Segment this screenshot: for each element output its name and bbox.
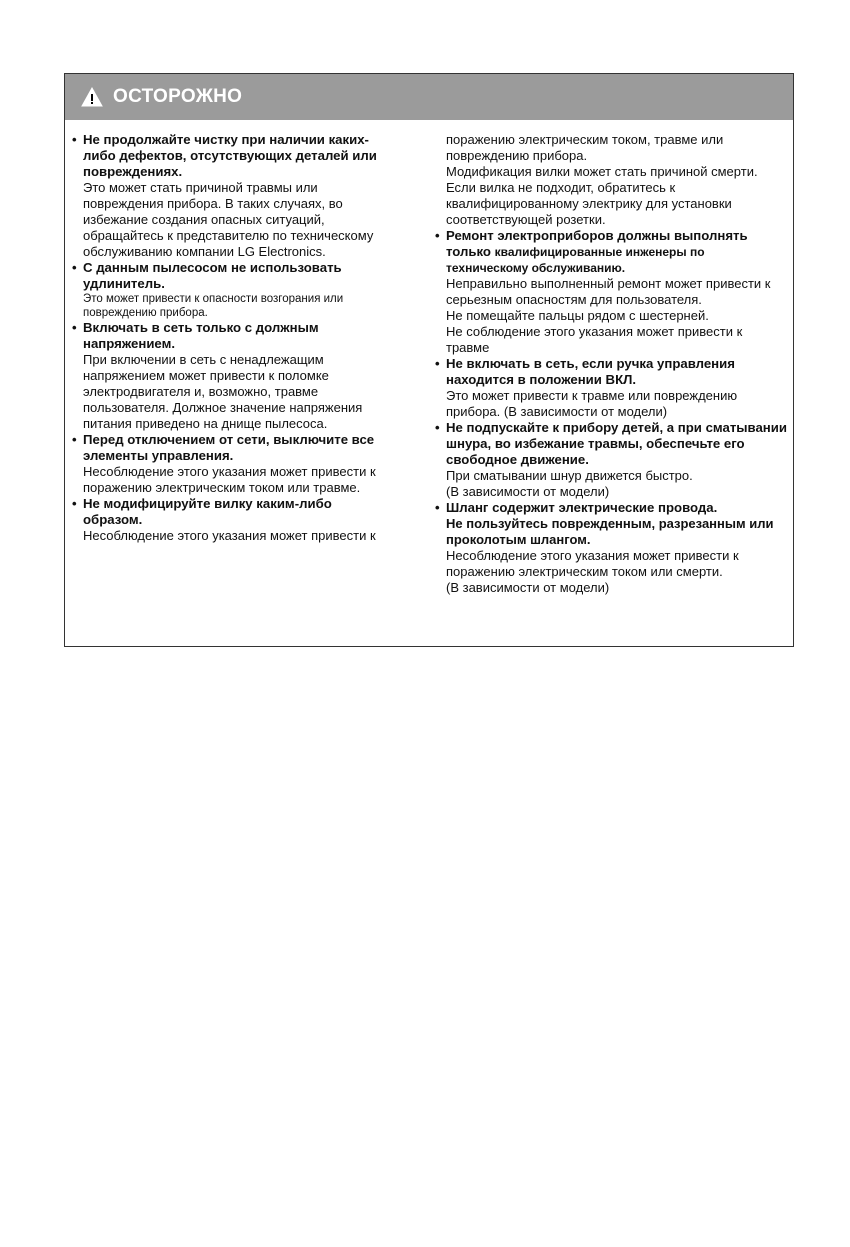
model-note: (В зависимости от модели) (446, 484, 610, 499)
item-body: При сматывании шнур движется быстро. (446, 468, 693, 483)
caution-box (64, 73, 794, 647)
caution-title: ОСТОРОЖНО (113, 86, 243, 107)
caution-item-hose: • Шланг содержит электрические провода. Не пользуйтесь поврежденным, разрезанным или проколотым шлангом. Несоблюдение этого указания может привести к поражению электрическим током или смерти. (В зависимости от модели) (435, 500, 787, 596)
caution-item-controls: • Перед отключением от сети, выключите все элементы управления. Несоблюдение этого указания может привести к поражению электрическим током или травме. (72, 432, 392, 496)
caution-item-extension: • С данным пылесосом не использовать удлинитель. Это может привести к опасности возгорания или повреждению прибора. (72, 260, 392, 320)
item-body: При включении в сеть с ненадлежащим напряжением может привести к поломке электродвигателя и, возможно, травме пользователя. Должное значение напряжения питания приведено на днище пылесоса. (83, 352, 363, 431)
item-body: Если вилка не подходит, обратитесь к квалифицированному электрику для установки соответствующей розетки. (446, 180, 732, 227)
caution-item-voltage: • Включать в сеть только с должным напряжением. При включении в сеть с ненадлежащим напряжением может привести к поломке электродвигателя и, возможно, травме пользователя. Должное значение напряжения питания приведено на днище пылесоса. (72, 320, 392, 432)
right-column (435, 132, 787, 596)
item-title-tail: квалифицированные инженеры по техническому обслуживанию. (446, 245, 705, 275)
model-note: (В зависимости от модели) (446, 580, 610, 595)
warning-triangle-icon (81, 87, 103, 107)
caution-item-plug: • Не модифицируйте вилку каким-либо образом. Несоблюдение этого указания может привести к (72, 496, 392, 544)
item-title: С данным пылесосом не использовать удлинитель. (83, 260, 342, 291)
item-body: Несоблюдение этого указания может привести к поражению электрическим током или травме. (83, 464, 376, 495)
item-body: Неправильно выполненный ремонт может привести к серьезным опасностям для пользователя. (446, 276, 771, 307)
caution-item-defects: • Не продолжайте чистку при наличии каких-либо дефектов, отсутствующих деталей или повреждениях. Это может стать причиной травмы или повреждения прибора. В таких случаях, во избежание создания опасных ситуаций, обращайтесь к представителю по техническому обслуживанию компании LG Electronics. (72, 132, 392, 260)
item-body: Это может стать причиной травмы или повреждения прибора. В таких случаях, во избежание создания опасных ситуаций, обращайтесь к представителю по техническому обслуживанию компании LG Electronics. (83, 180, 374, 259)
item-title: Перед отключением от сети, выключите все элементы управления. (83, 432, 375, 463)
item-title: Не включать в сеть, если ручка управления находится в положении ВКЛ. (446, 356, 735, 387)
item-body: Это может привести к опасности возгорания или повреждению прибора. (83, 293, 344, 319)
item-body: Не соблюдение этого указания может привести к травме (446, 324, 743, 355)
item-title: Включать в сеть только с должным напряжением. (83, 320, 319, 351)
item-title: Не продолжайте чистку при наличии каких-либо дефектов, отсутствующих деталей или повреждениях. (83, 132, 377, 179)
item-title: Не подпускайте к прибору детей, а при сматывании шнура, во избежание травмы, обеспечьте его свободное движение. (446, 420, 787, 467)
item-body: Несоблюдение этого указания может привести к (83, 528, 376, 543)
left-column (72, 132, 392, 544)
caution-item-plug-cont (435, 132, 787, 228)
item-body: Модификация вилки может стать причиной смерти. (446, 164, 758, 179)
item-body: Это может привести к травме или повреждению прибора. (446, 388, 738, 419)
caution-item-repair: • Ремонт электроприборов должны выполнять только квалифицированные инженеры по техническому обслуживанию. Неправильно выполненный ремонт может привести к серьезным опасностям для пользователя. Не помещайте пальцы рядом с шестерней. Не соблюдение этого указания может привести к травме (435, 228, 787, 356)
item-body: поражению электрическим током, травме или повреждению прибора. (446, 132, 724, 163)
item-body: Не помещайте пальцы рядом с шестерней. (446, 308, 709, 323)
item-title: Не модифицируйте вилку каким-либо образом. (83, 496, 332, 527)
caution-header (65, 74, 793, 120)
item-body: Несоблюдение этого указания может привести к поражению электрическим током или смерти. (446, 548, 739, 579)
caution-item-switch: • Не включать в сеть, если ручка управления находится в положении ВКЛ. Это может привести к травме или повреждению прибора. (В зависимости от модели) (435, 356, 738, 419)
model-note: (В зависимости от модели) (503, 404, 668, 419)
item-title: Ремонт электроприборов должны выполнять только (446, 228, 748, 259)
caution-item-children: • Не подпускайте к прибору детей, а при сматывании шнура, во избежание травмы, обеспечьте его свободное движение. При сматывании шнур движется быстро. (В зависимости от модели) (435, 420, 787, 499)
item-subtitle: Не пользуйтесь поврежденным, разрезанным или проколотым шлангом. (446, 516, 774, 547)
item-title: Шланг содержит электрические провода. (446, 500, 718, 515)
